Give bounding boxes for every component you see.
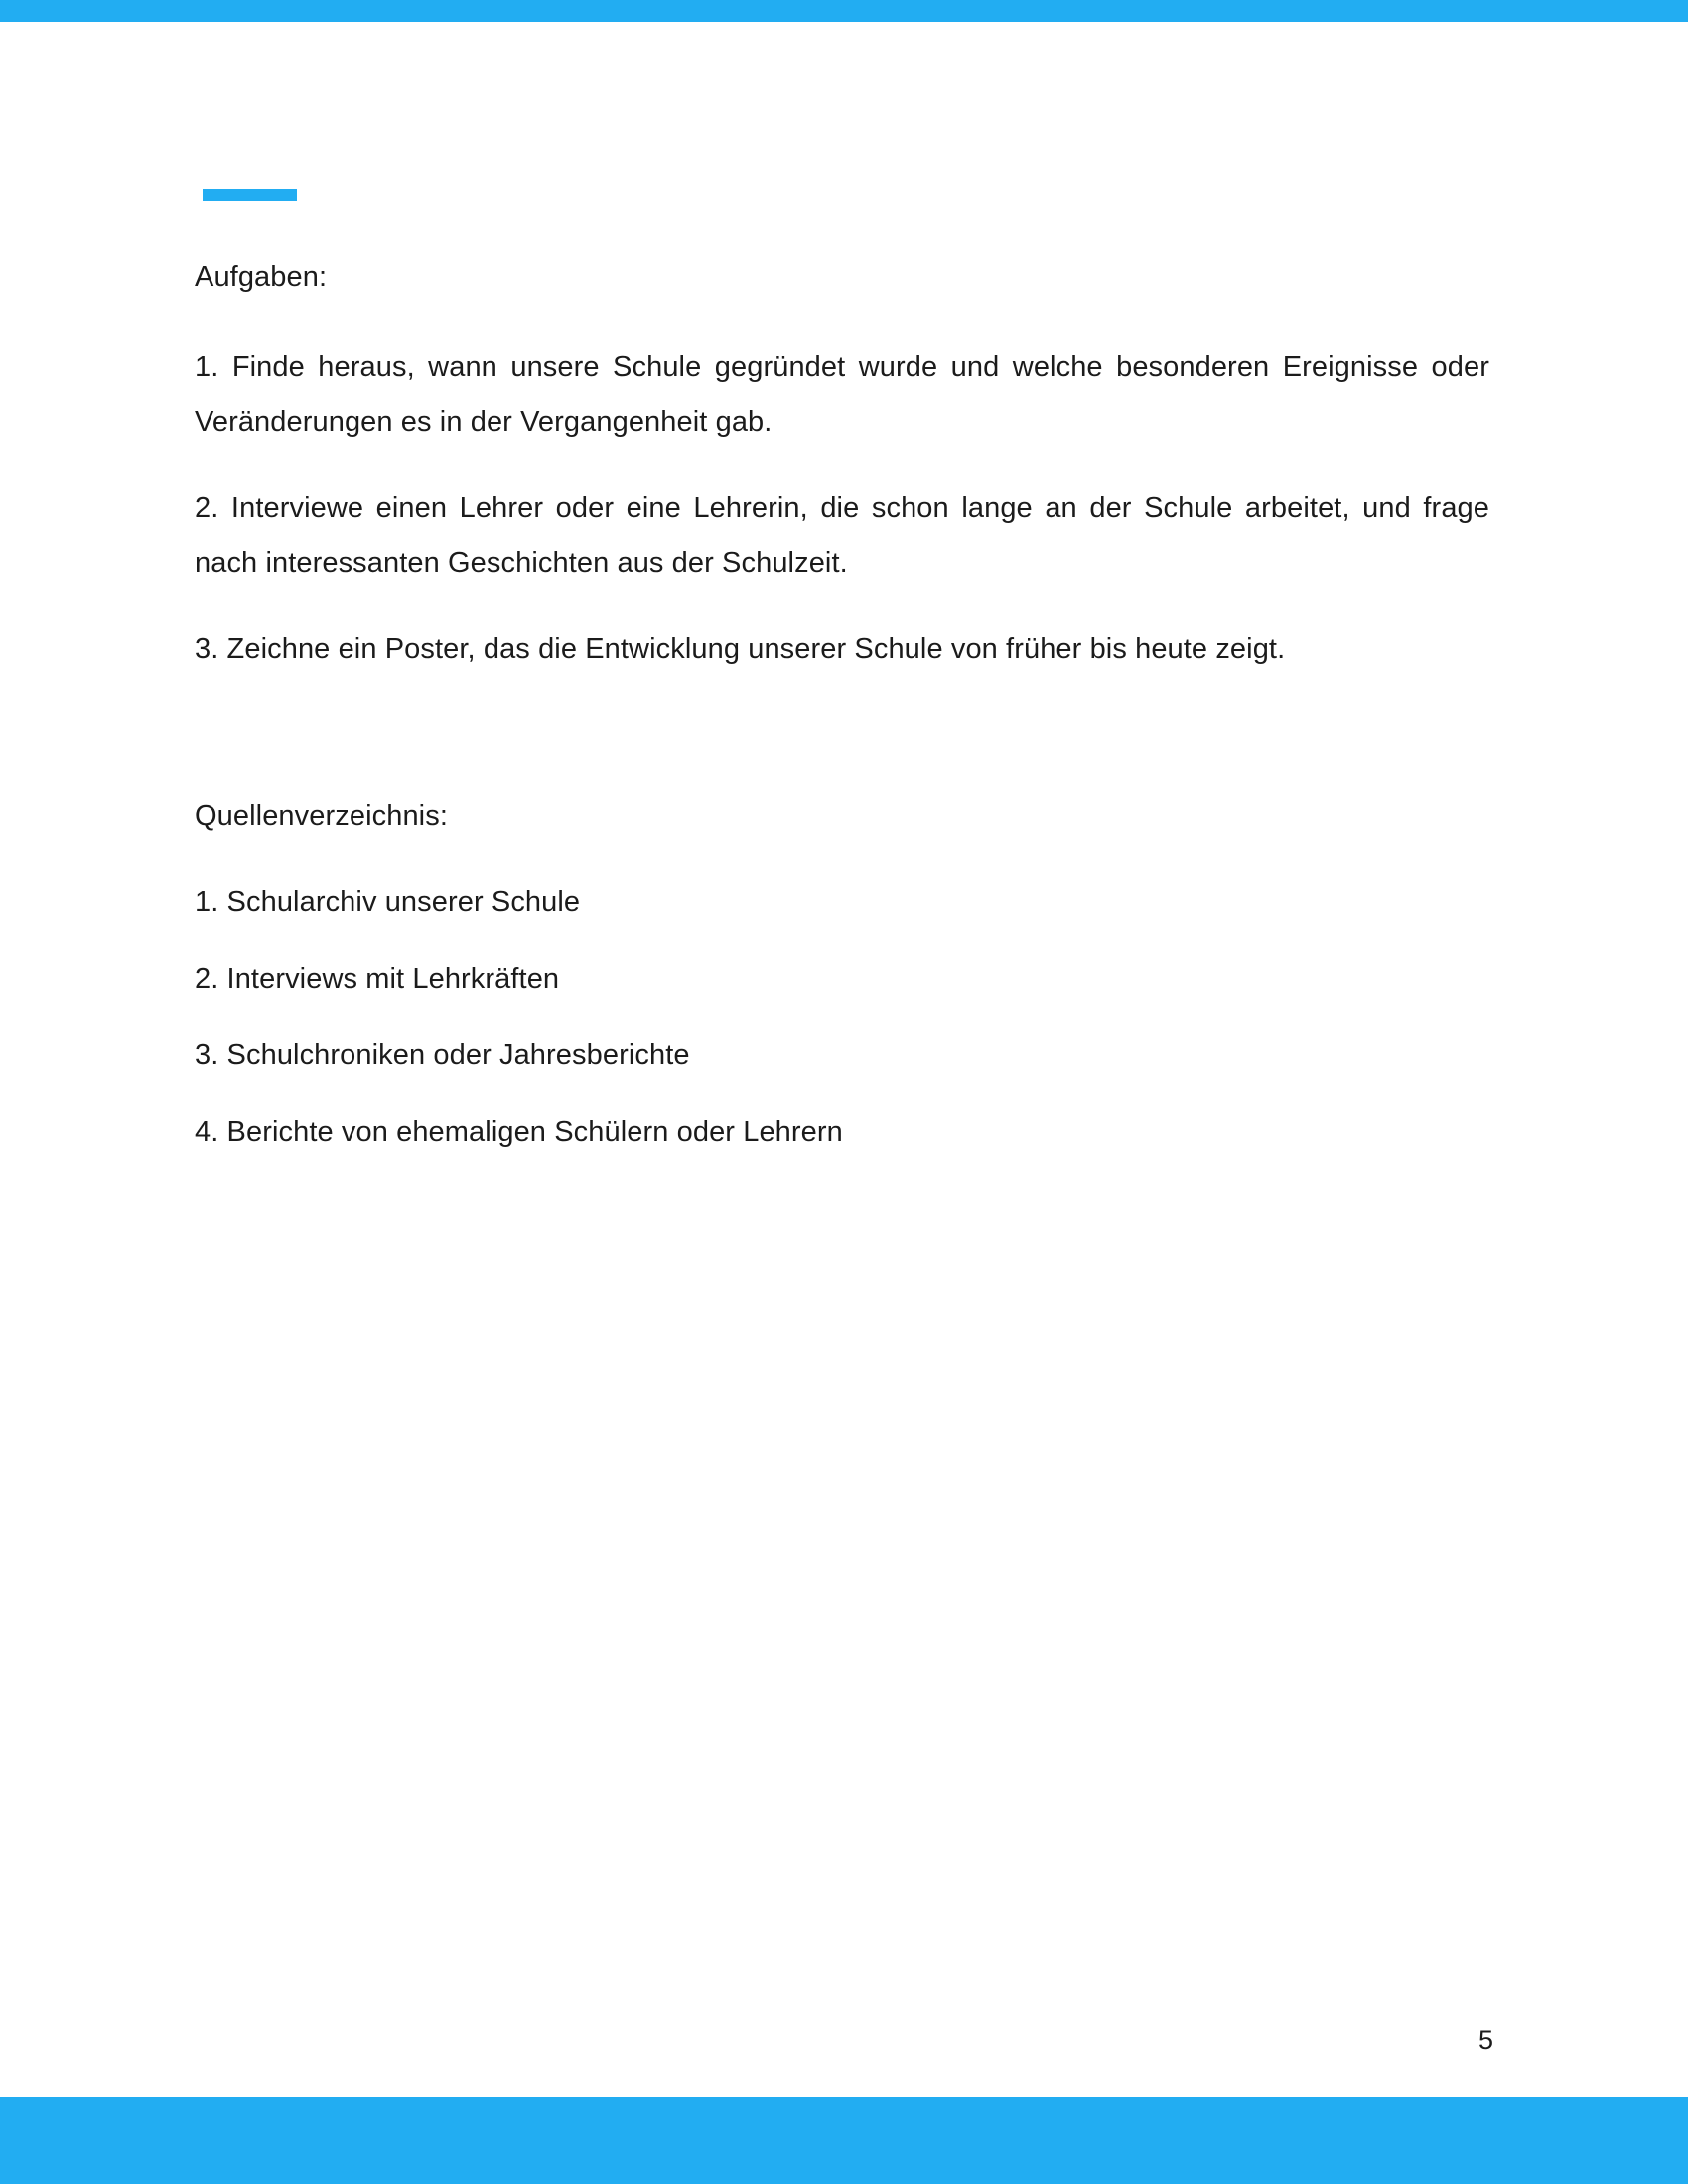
- top-accent-band: [0, 0, 1688, 22]
- source-item-2: 2. Interviews mit Lehrkräften: [195, 962, 560, 995]
- sources-heading: Quellenverzeichnis:: [195, 799, 448, 832]
- source-item-3: 3. Schulchroniken oder Jahresberichte: [195, 1038, 690, 1071]
- task-item-2: 2. Interviewe einen Lehrer oder eine Lehrerin, die schon lange an der Schule arbeitet, und frage nach interessanten Geschichten aus der Schulzeit.: [195, 492, 1489, 580]
- source-item-4: 4. Berichte von ehemaligen Schülern oder Lehrern: [195, 1115, 843, 1148]
- section-spacer: [195, 678, 1489, 789]
- section-accent-rule: [203, 189, 297, 201]
- source-item-1: 1. Schularchiv unserer Schule: [195, 886, 581, 918]
- page-content: [195, 250, 1489, 1160]
- task-item-1: 1. Finde heraus, wann unsere Schule gegründet wurde und welche besonderen Ereignisse oder Veränderungen es in der Vergangenheit gab.: [195, 351, 1489, 439]
- page-number: 5: [1477, 2025, 1493, 2055]
- tasks-heading: Aufgaben:: [195, 261, 328, 293]
- task-item-3: 3. Zeichne ein Poster, das die Entwicklung unserer Schule von früher bis heute zeigt.: [195, 633, 1286, 666]
- bottom-accent-band: [0, 2097, 1688, 2184]
